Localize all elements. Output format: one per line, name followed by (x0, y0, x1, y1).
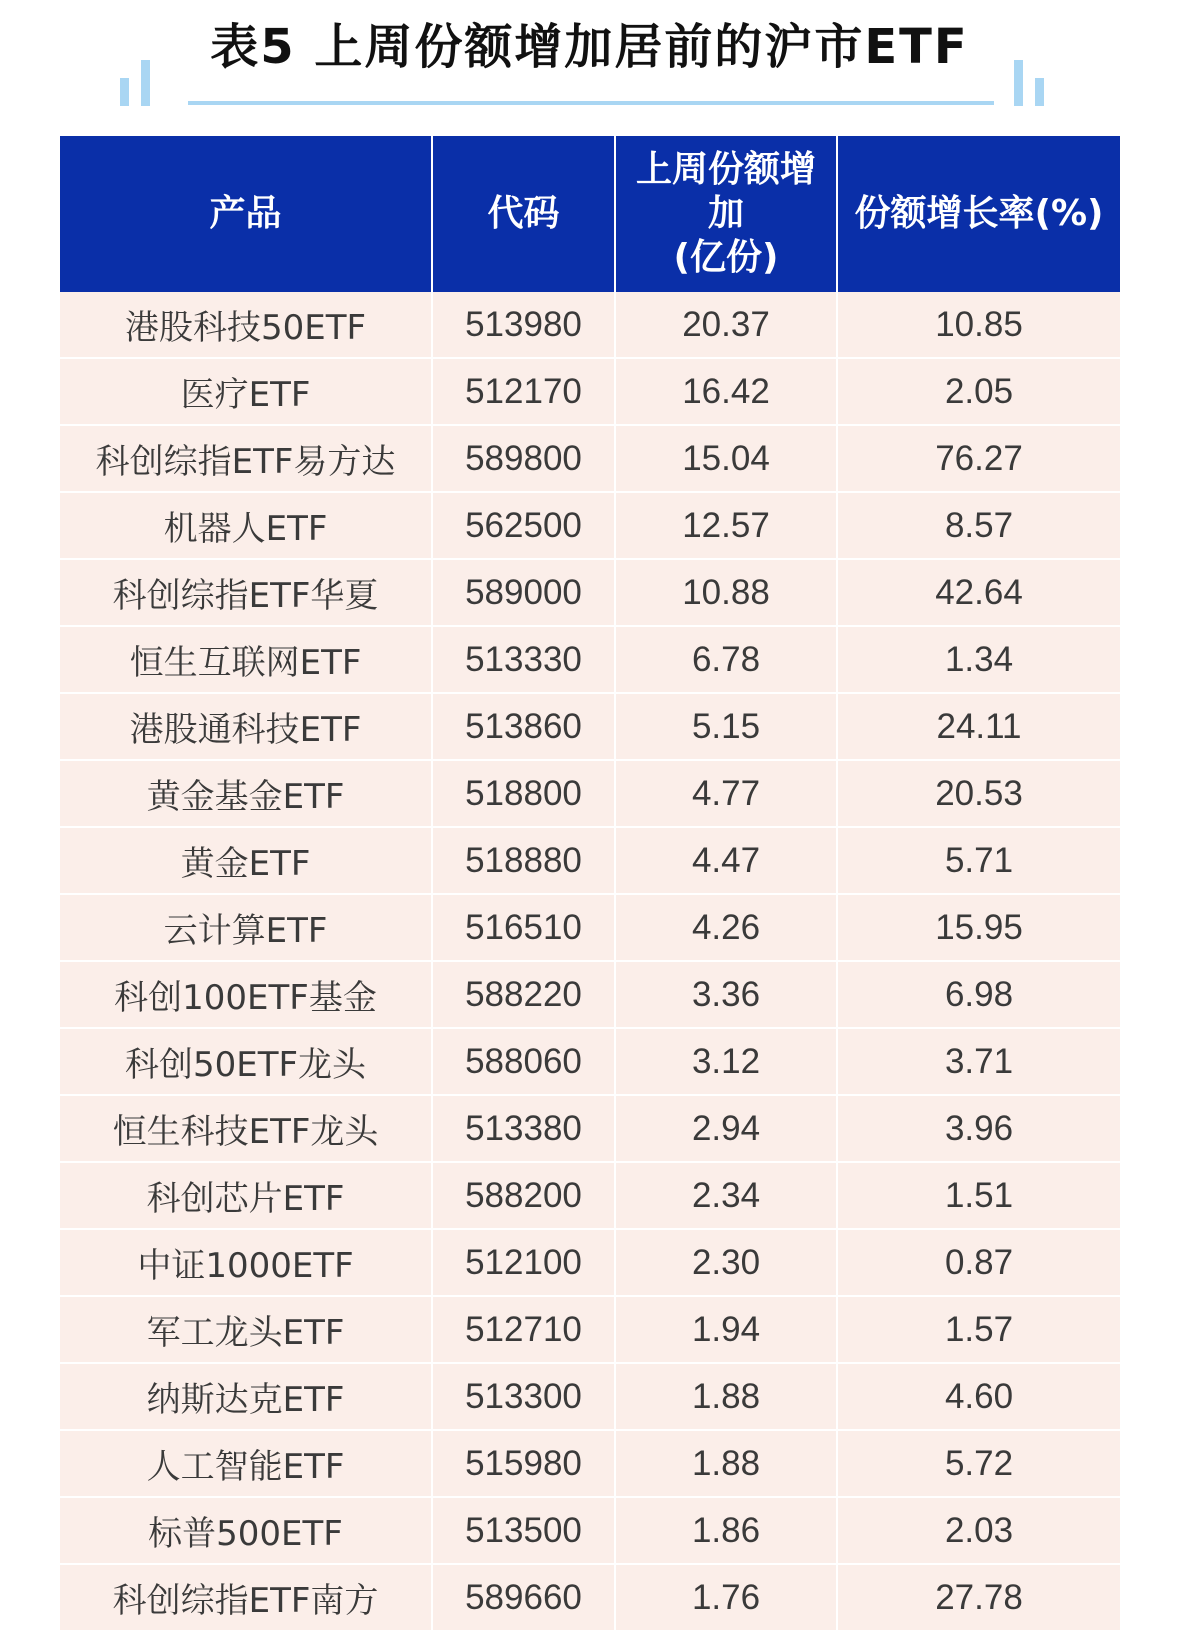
table-row (60, 1564, 1120, 1631)
table-row (60, 961, 1120, 1028)
cell-code: 516510 (432, 894, 615, 961)
cell-increase: 2.30 (615, 1229, 837, 1296)
cell-product: 恒生科技ETF龙头 (60, 1095, 432, 1162)
cell-code: 515980 (432, 1430, 615, 1497)
cell-growth: 0.87 (837, 1229, 1120, 1296)
cell-product: 黄金基金ETF (60, 760, 432, 827)
cell-product: 云计算ETF (60, 894, 432, 961)
cell-growth: 6.98 (837, 961, 1120, 1028)
cell-growth: 4.60 (837, 1363, 1120, 1430)
cell-product: 科创100ETF基金 (60, 961, 432, 1028)
table-title: 表5 上周份额增加居前的沪市ETF (210, 19, 969, 75)
header-growth: 份额增长率(%) (837, 136, 1120, 292)
cell-code: 589800 (432, 425, 615, 492)
cell-code: 513500 (432, 1497, 615, 1564)
cell-increase: 4.26 (615, 894, 837, 961)
cell-growth: 3.71 (837, 1028, 1120, 1095)
cell-growth: 42.64 (837, 559, 1120, 626)
cell-growth: 5.71 (837, 827, 1120, 894)
cell-product: 科创综指ETF易方达 (60, 425, 432, 492)
cell-increase: 2.94 (615, 1095, 837, 1162)
cell-growth: 76.27 (837, 425, 1120, 492)
cell-code: 518880 (432, 827, 615, 894)
cell-product: 科创综指ETF华夏 (60, 559, 432, 626)
table-row (60, 760, 1120, 827)
cell-increase: 1.88 (615, 1430, 837, 1497)
cell-increase: 20.37 (615, 292, 837, 358)
header-code: 代码 (432, 136, 615, 292)
cell-code: 513860 (432, 693, 615, 760)
cell-growth: 8.57 (837, 492, 1120, 559)
cell-growth: 15.95 (837, 894, 1120, 961)
cell-product: 人工智能ETF (60, 1430, 432, 1497)
table-row (60, 894, 1120, 961)
cell-product: 黄金ETF (60, 827, 432, 894)
title-area (0, 0, 1179, 110)
cell-code: 589000 (432, 559, 615, 626)
cell-code: 588220 (432, 961, 615, 1028)
table-row (60, 1028, 1120, 1095)
table-row (60, 425, 1120, 492)
table-row (60, 1497, 1120, 1564)
header-product: 产品 (60, 136, 432, 292)
cell-product: 医疗ETF (60, 358, 432, 425)
table-row (60, 1430, 1120, 1497)
cell-product: 恒生互联网ETF (60, 626, 432, 693)
table-header-row (60, 136, 1120, 292)
cell-increase: 16.42 (615, 358, 837, 425)
table-row (60, 1363, 1120, 1430)
cell-code: 513380 (432, 1095, 615, 1162)
cell-increase: 12.57 (615, 492, 837, 559)
table-row (60, 1095, 1120, 1162)
cell-product: 军工龙头ETF (60, 1296, 432, 1363)
cell-code: 513330 (432, 626, 615, 693)
cell-increase: 10.88 (615, 559, 837, 626)
cell-product: 科创综指ETF南方 (60, 1564, 432, 1631)
cell-product: 纳斯达克ETF (60, 1363, 432, 1430)
cell-increase: 1.86 (615, 1497, 837, 1564)
table-row (60, 292, 1120, 358)
cell-product: 科创50ETF龙头 (60, 1028, 432, 1095)
cell-increase: 3.36 (615, 961, 837, 1028)
table-row (60, 1162, 1120, 1229)
cell-growth: 5.72 (837, 1430, 1120, 1497)
cell-code: 512710 (432, 1296, 615, 1363)
cell-code: 588200 (432, 1162, 615, 1229)
cell-increase: 1.94 (615, 1296, 837, 1363)
cell-growth: 27.78 (837, 1564, 1120, 1631)
cell-growth: 20.53 (837, 760, 1120, 827)
cell-increase: 15.04 (615, 425, 837, 492)
table-body (60, 292, 1120, 1631)
header-increase (615, 136, 837, 292)
cell-increase: 2.34 (615, 1162, 837, 1229)
title-underline (188, 101, 994, 105)
title-decoration-right (1014, 58, 1046, 106)
table-row (60, 1229, 1120, 1296)
cell-increase: 4.77 (615, 760, 837, 827)
cell-code: 589660 (432, 1564, 615, 1631)
cell-increase: 6.78 (615, 626, 837, 693)
cell-growth: 24.11 (837, 693, 1120, 760)
cell-product: 科创芯片ETF (60, 1162, 432, 1229)
cell-code: 512100 (432, 1229, 615, 1296)
table-row (60, 358, 1120, 425)
cell-growth: 2.05 (837, 358, 1120, 425)
cell-increase: 3.12 (615, 1028, 837, 1095)
table-row (60, 827, 1120, 894)
etf-table (60, 136, 1120, 1632)
cell-code: 513300 (432, 1363, 615, 1430)
cell-product: 港股科技50ETF (60, 292, 432, 358)
cell-product: 标普500ETF (60, 1497, 432, 1564)
table-row (60, 559, 1120, 626)
cell-increase: 1.88 (615, 1363, 837, 1430)
table-row (60, 1296, 1120, 1363)
cell-product: 港股通科技ETF (60, 693, 432, 760)
cell-growth: 1.34 (837, 626, 1120, 693)
cell-growth: 1.51 (837, 1162, 1120, 1229)
table-row (60, 492, 1120, 559)
cell-growth: 2.03 (837, 1497, 1120, 1564)
cell-growth: 10.85 (837, 292, 1120, 358)
header-increase-line1: 上周份额增加 (635, 149, 816, 234)
cell-product: 中证1000ETF (60, 1229, 432, 1296)
cell-code: 513980 (432, 292, 615, 358)
table-row (60, 693, 1120, 760)
header-increase-line2: (亿份) (673, 237, 779, 278)
cell-increase: 4.47 (615, 827, 837, 894)
cell-code: 588060 (432, 1028, 615, 1095)
cell-code: 518800 (432, 760, 615, 827)
cell-code: 562500 (432, 492, 615, 559)
cell-product: 机器人ETF (60, 492, 432, 559)
cell-growth: 3.96 (837, 1095, 1120, 1162)
table-row (60, 626, 1120, 693)
cell-code: 512170 (432, 358, 615, 425)
cell-growth: 1.57 (837, 1296, 1120, 1363)
cell-increase: 5.15 (615, 693, 837, 760)
cell-increase: 1.76 (615, 1564, 837, 1631)
